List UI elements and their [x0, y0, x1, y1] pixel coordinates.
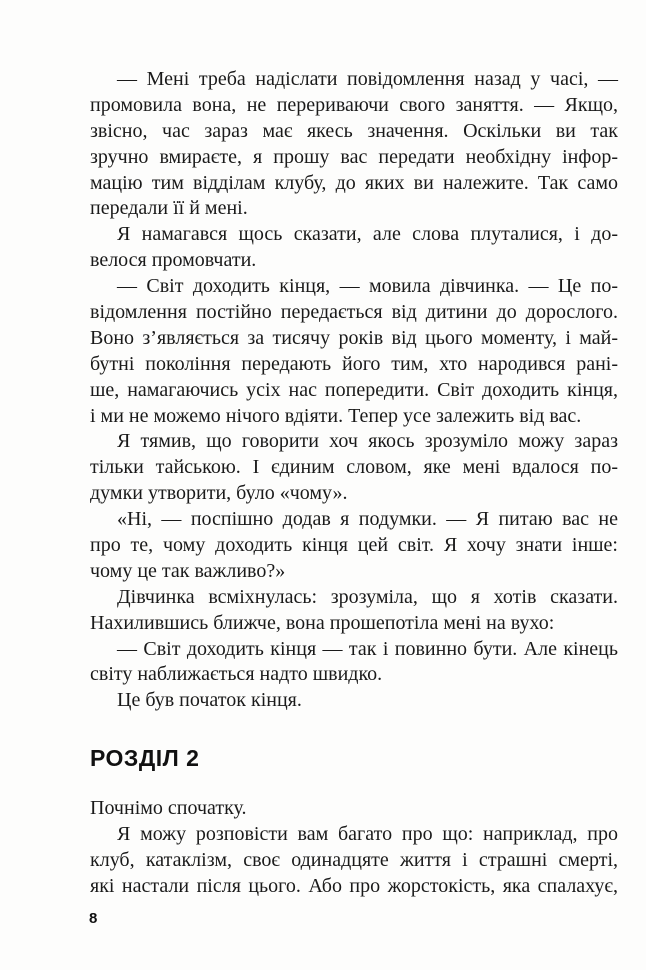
text-line: світу наближається надто швидко.: [90, 663, 383, 686]
text-line: зручно вмираєте, я прошу вас передати необхідну інфор-: [90, 145, 618, 168]
text-line: Я можу розповісти вам багато про що: наприклад, про: [117, 822, 618, 845]
text-line: які настали після цього. Або про жорстокість, яка спалахує,: [90, 874, 618, 897]
paragraph: [90, 796, 618, 822]
text-line: Я намагався щось сказати, але слова плуталися, і до-: [117, 223, 618, 246]
text-line: звісно, час зараз має якесь значення. Оскільки ви так: [90, 119, 618, 142]
text-line: тільки тайською. І єдиним словом, яке мені вдалося по-: [90, 456, 618, 479]
text-before-chapter: [90, 67, 618, 714]
paragraph: [90, 688, 618, 714]
text-line: чому це так важливо?»: [90, 559, 286, 582]
paragraph: [90, 507, 618, 585]
text-line: ше, намагаючись усіх нас попередити. Світ доходить кінця,: [90, 378, 618, 401]
text-line: мацію тим відділам клубу, до яких ви належите. Так само: [90, 171, 618, 194]
text-line: Нахилившись ближче, вона прошепотіла мені на вухо:: [90, 611, 555, 634]
page-number: 8: [89, 910, 98, 927]
paragraph: [90, 822, 618, 900]
text-line: «Ні, — поспішно додав я подумки. — Я питаю вас не: [117, 508, 618, 531]
text-line: — Мені треба надіслати повідомлення назад у часі, —: [117, 68, 618, 90]
text-line: — Світ доходить кінця, — мовила дівчинка. — Це по-: [117, 275, 618, 298]
text-after-chapter: [90, 796, 618, 900]
paragraph: [90, 274, 618, 429]
text-line: Це був початок кінця.: [117, 689, 302, 712]
paragraph: [90, 67, 618, 222]
text-line: передали її й мені.: [90, 197, 248, 220]
text-line: велося промовчати.: [90, 249, 257, 272]
text-line: і ми не можемо нічого вдіяти. Тепер усе залежить від вас.: [90, 404, 582, 427]
text-line: Дівчинка всміхнулась: зрозуміла, що я хотів сказати.: [117, 585, 618, 608]
paragraph: [90, 637, 618, 689]
paragraph: [90, 429, 618, 507]
text-line: Почнімо спочатку.: [90, 797, 247, 819]
text-line: — Світ доходить кінця — так і повинно бути. Але кінець: [117, 637, 618, 660]
text-line: про те, чому доходить кінця цей світ. Я хочу знати інше:: [90, 534, 618, 557]
text-line: Воно з’являється за тисячу років від цього моменту, і май-: [90, 326, 618, 349]
text-line: промовила вона, не перериваючи свого заняття. — Якщо,: [90, 93, 618, 116]
paragraph: [90, 222, 618, 274]
text-line: бутні покоління передають його тим, хто народився рані-: [90, 352, 618, 375]
text-line: клуб, катаклізм, своє одинадцяте життя і страшні смерті,: [90, 848, 618, 871]
text-line: думки утворити, було «чому».: [90, 482, 348, 505]
chapter-heading: РОЗДІЛ 2: [90, 745, 200, 771]
paragraph: [90, 585, 618, 637]
text-line: Я тямив, що говорити хоч якось зрозуміло можу зараз: [117, 430, 618, 453]
text-line: відомлення постійно передається від дитини до дорослого.: [90, 301, 618, 324]
